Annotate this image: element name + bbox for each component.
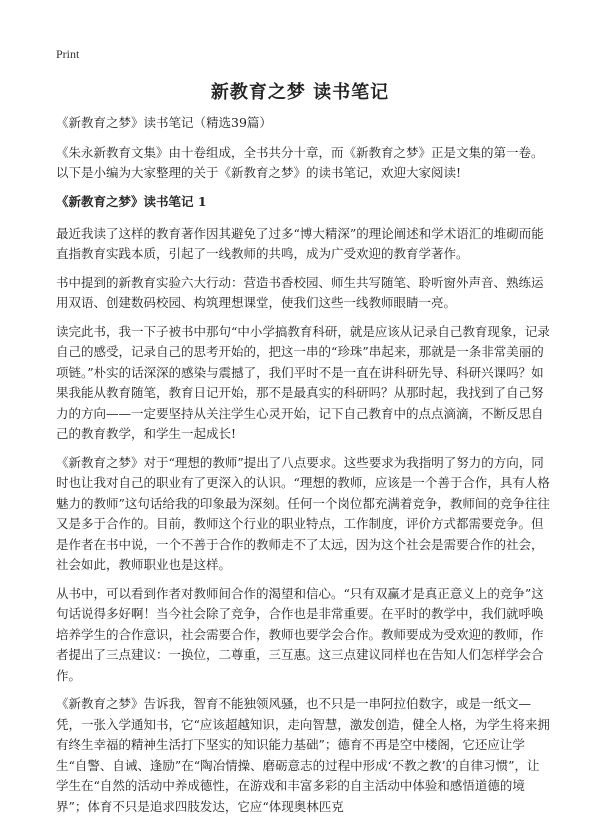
body-paragraph: 从书中，可以看到作者对教师间合作的渴望和信心。“只有双赢才是真正意义上的竞争”这句话说得多好啊！当今社会除了竞争，合作也是非常重要。在平时的教学中，我们就呼唤培养学生的合作意识，社会需要合作，教师也要学会合作。教师要成为受欢迎的教师，作者提出了三点建议：一换位，二尊重，三互惠。这三点建议同样也在告知人们怎样学会合作。 (56, 585, 544, 683)
section-heading: 《新教育之梦》读书笔记 1 (56, 193, 207, 209)
print-label: Print (56, 47, 80, 61)
body-paragraph: 《新教育之梦》告诉我，智育不能独领风骚，也不只是一串阿拉伯数字，或是一纸文—凭，一张入学通知书，它“应该超越知识，走向智慧，激发创造，健全人格，为学生将来拥有终生幸福的精神生活打下坚实的知识能力基础”；德育不再是空中楼阁，它还应让学生“自警、自诫、逢励”在“陶冶情操、磨砺意志的过程中形成‘不教之教’的自律习惯”，让学生在“自然的活动中养成德性，在游戏和丰富多彩的自主活动中体验和感悟道德的境界”；体育不只是追求四肢发达，它应“体现奥林匹克 (56, 696, 550, 814)
body-paragraph: 《新教育之梦》对于“理想的教师”提出了八点要求。这些要求为我指明了努力的方向，同时也让我对自己的职业有了更深入的认识。“理想的教师，应该是一个善于合作，具有人格魅力的教师”这句话给我的印象最为深刻。任何一个岗位都充满着竞争，教师间的竞争往往又是多于合作的。目前，教师这个行业的职业特点，工作制度，评价方式都需要竞争。但是作者在书中说，一个不善于合作的教师走不了太远，因为这个社会是需要合作的社会，社会如此，教师职业也是这样。 (56, 454, 550, 572)
body-paragraph: 书中提到的新教育实验六大行动：营造书香校园、师生共写随笔、聆听窗外声音、熟练运用双语、创建数码校园、构筑理想课堂，使我们这些一线教师眼睛一亮。 (56, 274, 544, 310)
body-paragraph: 最近我读了这样的教育著作因其避免了过多“博大精深”的理论阐述和学术语汇的堆砌而能直指教育实践本质，引起了一线教师的共鸣，成为广受欢迎的教育学著作。 (56, 225, 544, 261)
document-title: 新教育之梦 读书笔记 (210, 82, 390, 103)
document-subtitle: 《新教育之梦》读书笔记（精选39篇） (56, 115, 272, 130)
intro-paragraph: 《朱永新教育文集》由十卷组成，全书共分十章，而《新教育之梦》正是文集的第一卷。以下是小编为大家整理的关于《新教育之梦》的读书笔记，欢迎大家阅读! (56, 144, 544, 180)
document-body (56, 113, 550, 825)
body-paragraph: 读完此书，我一下子被书中那句“中小学搞教育科研，就是应该从记录自己教育现象，记录自己的感受，记录自己的思考开始的，把这一串的“珍珠”串起来，那就是一条非常美丽的项链。”朴实的话深深的感染与震撼了，我们平时不是一直在讲科研先导、科研兴课吗？如果我能从教育随笔，教育日记开始，那不是最真实的科研吗？从那时起，我找到了自己努力的方向——一定要坚持从关注学生心灵开始，记下自己教育中的点点滴滴，不断反思自己的教育教学，和学生一起成长! (56, 323, 550, 441)
